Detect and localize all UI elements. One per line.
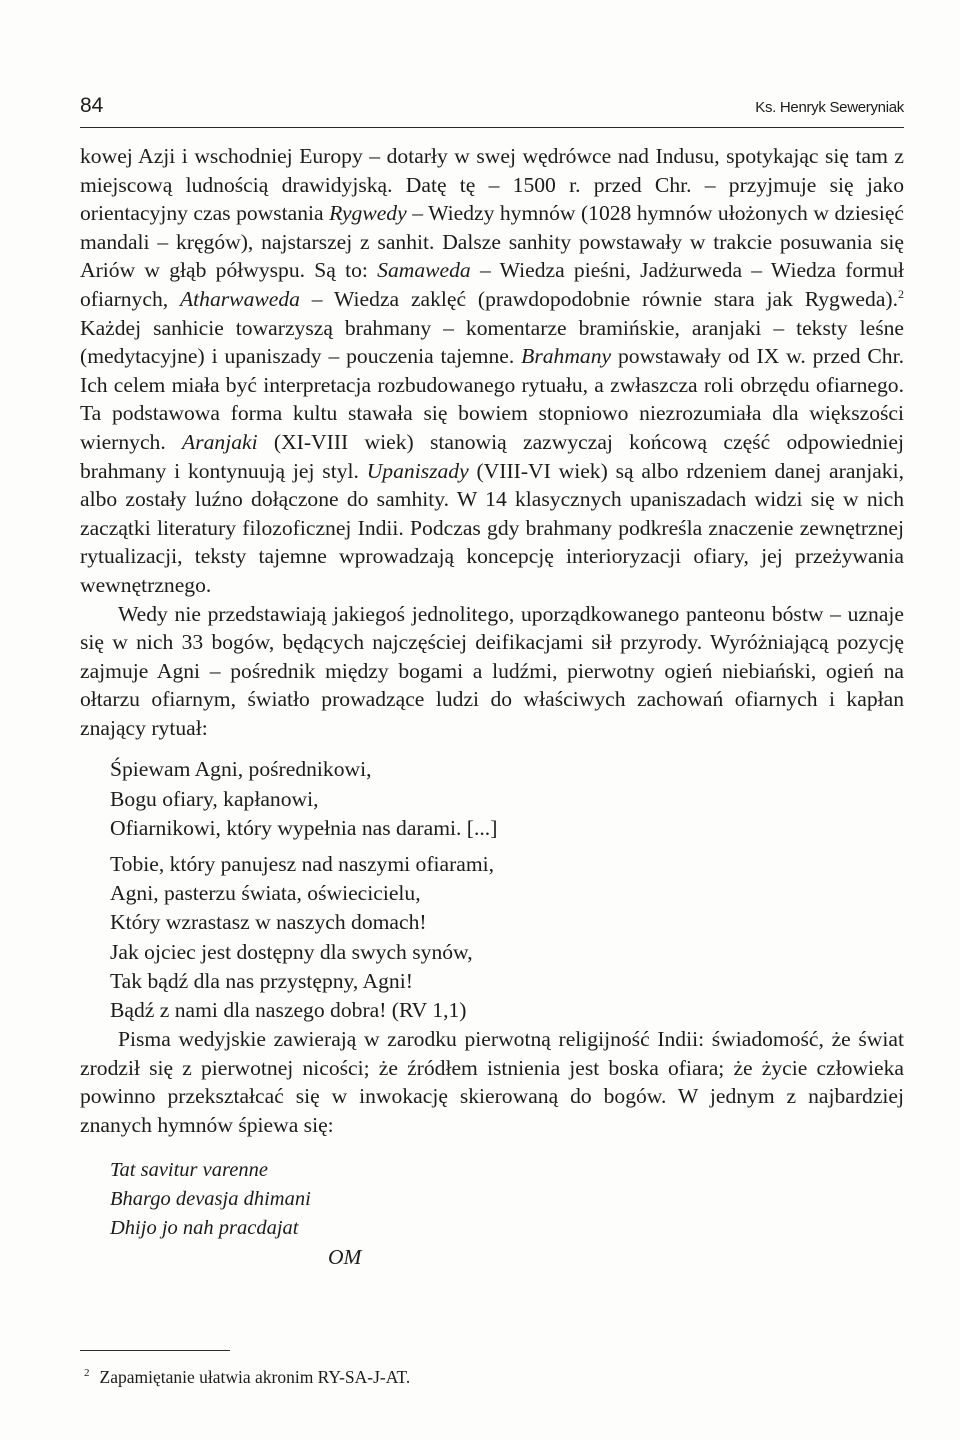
running-head-author: Ks. Henryk Seweryniak bbox=[755, 99, 904, 116]
running-head bbox=[80, 94, 904, 128]
page-number: 84 bbox=[80, 94, 104, 117]
term-upaniszady: Upaniszady bbox=[366, 458, 469, 483]
term-aranjaki: Aranjaki bbox=[182, 429, 258, 454]
latin-verse-om: OM bbox=[328, 1244, 362, 1269]
paragraph-2: Wedy nie przedstawiają jakiegoś jednolitego, uporządkowanego panteonu bóstw – uznaje się w nich 33 bogów, będących najczęściej deifikacjami sił przyrody. Wyróżniającą pozycję zajmuje Agni – pośrednik między bogami a ludźmi, pierwotny ogień niebiański, ogień na ołtarzu ofiarnym, światło prowadzące ludzi do właściwych zachowań ofiarnych i kapłan znający rytuał: bbox=[80, 601, 904, 740]
footnote bbox=[84, 1362, 410, 1388]
latin-verse-line: Tat savitur varenne bbox=[110, 1158, 268, 1181]
verse-line: Tobie, który panujesz nad naszymi ofiarami, bbox=[110, 852, 495, 877]
verse-line: Jak ojciec jest dostępny dla swych synów, bbox=[110, 939, 473, 964]
verse-line: Bogu ofiary, kapłanowi, bbox=[110, 786, 319, 811]
term-atharwaweda: Atharwaweda bbox=[179, 286, 300, 311]
page bbox=[80, 94, 904, 1272]
main-text bbox=[80, 142, 904, 1272]
latin-verse-line: Bhargo devasja dhimani bbox=[110, 1187, 311, 1210]
latin-verse bbox=[110, 1156, 904, 1272]
verse-stanza-2 bbox=[110, 850, 904, 1025]
footnote-reference[interactable]: 2 bbox=[898, 286, 904, 301]
verse-line: Agni, pasterzu świata, oświecicielu, bbox=[110, 881, 421, 906]
term-brahmany: Brahmany bbox=[521, 344, 612, 369]
term-samaweda: Samaweda bbox=[377, 258, 471, 283]
footnote-divider bbox=[80, 1350, 230, 1351]
verse-line: Bądź z nami dla naszego dobra! (RV 1,1) bbox=[110, 998, 467, 1023]
latin-verse-line: Dhijo jo nah pracdajat bbox=[110, 1216, 299, 1239]
verse-line: Który wzrastasz w naszych domach! bbox=[110, 910, 427, 935]
paragraph-1: kowej Azji i wschodniej Europy – dotarły w swej wędrówce nad Indusu, spotykając się tam z miejscową ludnością drawidyjską. Datę tę – 1500 r. przed Chr. – przyjmuje się jako orientacyjny czas powstania Rygwedy – Wiedzy hymnów (1028 hymnów ułożonych w dziesięć mandali – kręgów), najstarszej z sanhit. Dalsze sanhity powstawały w trakcie posuwania się Ariów w głąb półwyspu. Są to: Samaweda – Wiedza pieśni, Jadżurweda – Wiedza formuł ofiarnych, Atharwaweda – Wiedza zaklęć (prawdopodobnie równie stara jak Rygweda).$^2$ Każdej sanhicie towarzyszą brahmany – komentarze bramińskie, aranjaki – teksty leśne (medytacyjne) i upaniszady – pouczenia tajemne. Brahmany powstawały od IX w. przed Chr. Ich celem miała być interpretacja rozbudowanego rytuału, a zwłaszcza roli obrzędu ofiarnego. Ta podstawowa forma kultu stawała się bowiem stopniowo niezrozumiała dla większości wiernych. Aranjaki (XI-VIII wiek) stanowią zazwyczaj końcową część odpowiedniej brahmany i kontynuują jej styl. Upaniszady (VIII-VI wiek) są albo rdzeniem danej aranjaki, albo zostały luźno dołączone do samhity. W 14 klasycznych upaniszadach widzi się w nich zaczątki literatury filozoficznej Indii. Podczas gdy brahmany podkreśla znaczenie zewnętrznej rytualizacji, teksty tajemne wprowadzają koncepcję interioryzacji ofiary, jej przeżywania wewnętrznego. bbox=[80, 144, 905, 597]
verse-stanza-1 bbox=[110, 755, 904, 843]
term-rygwedy: Rygwedy bbox=[329, 201, 407, 226]
footnote-mark: 2 bbox=[84, 1367, 90, 1379]
footnote-text: Zapamiętanie ułatwia akronim RY-SA-J-AT. bbox=[99, 1366, 411, 1387]
paragraph-3: Pisma wedyjskie zawierają w zarodku pierwotną religijność Indii: świadomość, że świat zrodził się z pierwotnej nicości; że źródłem istnienia jest boska ofiara; że życie człowieka powinno przekształcać się w inwokację skierowaną do bogów. W jednym z najbardziej znanych hymnów śpiewa się: bbox=[80, 1027, 904, 1138]
verse-line: Ofiarnikowi, który wypełnia nas darami. [...] bbox=[110, 815, 498, 840]
verse-line: Tak bądź dla nas przystępny, Agni! bbox=[110, 968, 413, 993]
verse-line: Śpiewam Agni, pośrednikowi, bbox=[110, 757, 372, 782]
